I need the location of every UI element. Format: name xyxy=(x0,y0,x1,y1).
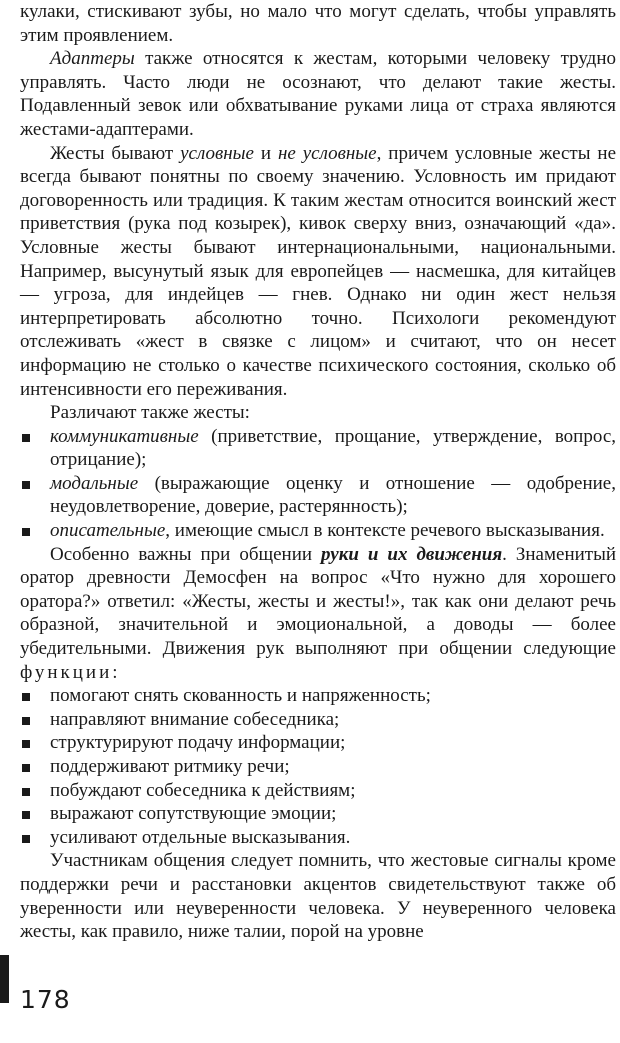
list-item-term: коммуникативные xyxy=(50,425,199,447)
list-item xyxy=(20,708,616,732)
text-fragment: . Знаменитый оратор древности Демосфен на вопрос «Что нужно для хорошего оратора?» ответил: «Жесты, жесты и жесты!», так как они делают речь образной, значительной и эмоциональной, а доводы — более убедительными. Движения рук выполняют при общении следующие xyxy=(20,543,617,660)
list-item-text: побуждают собеседника к действиям; xyxy=(50,779,356,801)
term-unconditional: не условные xyxy=(277,142,377,164)
bullet-square-icon xyxy=(22,717,30,725)
list-item-text: (приветствие, прощание, утверждение, вопрос, отрицание); xyxy=(50,425,616,471)
bullet-square-icon xyxy=(22,434,30,442)
paragraph-text: Участникам общения следует помнить, что жестовые сигналы кроме поддержки речи и расстановки акцентов свидетельствуют также об уверенности или неуверенности человека. У неуверенного человека жесты, как правило, ниже талии, порой на уровне xyxy=(20,850,616,943)
page-body xyxy=(20,0,616,944)
paragraph-text: также относятся к жестам, которыми человеку трудно управлять. Часто люди не осознают, что делают такие жесты. Подавленный зевок или обхватывание руками лица от страха являются жестами-адаптерами. xyxy=(20,48,616,140)
gesture-types-list xyxy=(20,425,616,543)
text-fragment: Жесты бывают xyxy=(50,142,181,164)
text-fragment: Особенно важны при общении xyxy=(50,543,322,565)
list-item xyxy=(20,519,616,543)
list-item xyxy=(20,779,616,803)
paragraph-text: Различают также жесты: xyxy=(50,402,250,424)
list-item xyxy=(20,755,616,779)
bullet-square-icon xyxy=(22,528,30,536)
bullet-square-icon xyxy=(22,811,30,819)
term-hands-movements: руки и их движения xyxy=(321,543,503,565)
list-item-text: помогают снять скованность и напряженность; xyxy=(50,685,431,707)
paragraph-gesture-types-intro xyxy=(20,401,616,425)
list-item-text: структурируют подачу информации; xyxy=(50,732,346,754)
text-fragment: , причем условные жесты не всегда бывают понятны по своему значению. Условность им придают договоренность или традиция. К таким жестам относится воинский жест приветствия (рука под козырек), кивок сверху вниз, означающий «да». Условные жесты бывают интернациональными, национальными. Например, высунутый язык для европейцев — насмешка, для китайцев — угроза, для индейцев — гнев. Однако ни один жест нельзя интерпретировать абсолютно точно. Психологи рекомендуют отслеживать «жест в связке с лицом» и считают, что он несет информацию не столько о качестве психического состояния, сколько об интенсивности его переживания. xyxy=(20,142,617,400)
paragraph-conditional-gestures xyxy=(20,142,616,402)
list-item-text: (выражающие оценку и отношение — одобрение, неудовлетворение, доверие, растерянность); xyxy=(50,472,616,518)
bullet-square-icon xyxy=(22,481,30,489)
bullet-square-icon xyxy=(22,740,30,748)
page-edge-marker xyxy=(0,955,9,1003)
list-item-term: описательные xyxy=(50,520,166,542)
functions-list xyxy=(20,684,616,849)
term-conditional: условные xyxy=(180,142,254,164)
paragraph-adapters xyxy=(20,47,616,141)
term-adapters: Адаптеры xyxy=(50,48,135,70)
list-item-text: поддерживают ритмику речи; xyxy=(50,756,290,777)
term-functions: функции xyxy=(20,661,113,683)
paragraph-confidence xyxy=(20,849,616,943)
list-item-text: направляют внимание собеседника; xyxy=(50,708,340,730)
bullet-square-icon xyxy=(22,693,30,701)
list-item xyxy=(20,684,616,708)
bullet-square-icon xyxy=(22,835,30,843)
list-item-text: , имеющие смысл в контексте речевого высказывания. xyxy=(165,520,605,542)
list-item xyxy=(20,731,616,755)
paragraph-continuation xyxy=(20,0,616,47)
list-item xyxy=(20,802,616,826)
bullet-square-icon xyxy=(22,788,30,796)
bullet-square-icon xyxy=(22,764,30,772)
list-item xyxy=(20,425,616,472)
list-item-text: выражают сопутствующие эмоции; xyxy=(50,803,337,825)
paragraph-hands xyxy=(20,543,616,685)
list-item xyxy=(20,472,616,519)
list-item xyxy=(20,826,616,850)
text-fragment: и xyxy=(253,142,278,164)
list-item-term: модальные xyxy=(50,472,139,494)
list-item-text: усиливают отдельные высказывания. xyxy=(50,826,351,848)
text-fragment: : xyxy=(112,661,118,683)
paragraph-text: кулаки, стискивают зубы, но мало что могут сделать, чтобы управлять этим проявлением. xyxy=(20,1,616,46)
page-number: 178 xyxy=(20,985,71,1014)
